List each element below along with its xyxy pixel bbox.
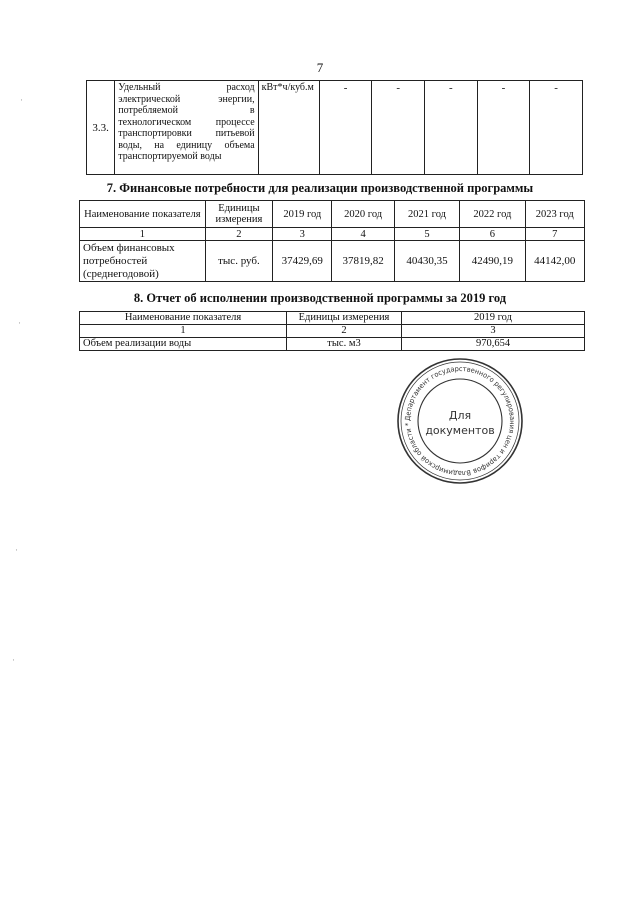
table-row — [80, 338, 585, 351]
column-index: 4 — [332, 228, 394, 241]
official-stamp — [395, 356, 525, 486]
indicator-unit: тыс. руб. — [205, 241, 272, 282]
table-header-row — [80, 201, 585, 228]
indicator-unit: кВт*ч/куб.м — [258, 81, 319, 175]
row-number: 3.3. — [87, 81, 115, 175]
value-2019: - — [319, 81, 372, 175]
value-2023: - — [530, 81, 583, 175]
value-2022: 42490,19 — [460, 241, 525, 282]
scan-speck: · — [12, 655, 15, 665]
column-header: Единицы измерения — [205, 201, 272, 228]
scan-speck: · — [15, 545, 18, 555]
stamp-ring-text: Департамент государственного регулирования цен и тарифов Владимирской области * — [403, 364, 517, 478]
value-2019: 970,654 — [402, 338, 585, 351]
column-index: 7 — [525, 228, 584, 241]
page-number: 7 — [316, 60, 324, 75]
column-header: 2020 год — [332, 201, 394, 228]
value-2023: 44142,00 — [525, 241, 584, 282]
table-row — [87, 81, 583, 175]
column-index: 1 — [80, 228, 206, 241]
indicator-name: Объем финансовых потребностей (среднегодовой) — [80, 241, 206, 282]
column-index: 5 — [394, 228, 459, 241]
column-index-row — [80, 325, 585, 338]
value-2019: 37429,69 — [273, 241, 332, 282]
column-header: 2019 год — [402, 312, 585, 325]
section-8-heading: 8. Отчет об исполнении производственной программы за 2019 год — [133, 291, 507, 305]
column-header: 2021 год — [394, 201, 459, 228]
financial-needs-table — [79, 200, 585, 282]
value-2020: 37819,82 — [332, 241, 394, 282]
value-2021: - — [425, 81, 478, 175]
indicator-name: Объем реализации воды — [80, 338, 287, 351]
column-header: Наименование показателя — [80, 201, 206, 228]
indicator-unit: тыс. м3 — [287, 338, 402, 351]
section-7-heading: 7. Финансовые потребности для реализации производственной программы — [106, 181, 534, 195]
stamp-center-line2: документов — [425, 424, 495, 437]
scan-speck: · — [20, 95, 23, 105]
column-index: 1 — [80, 325, 287, 338]
value-2022: - — [477, 81, 530, 175]
scan-speck: · — [18, 318, 21, 328]
column-index: 3 — [402, 325, 585, 338]
column-header: Наименование показателя — [80, 312, 287, 325]
indicator-3-3-table — [86, 80, 583, 175]
column-header: Единицы измерения — [287, 312, 402, 325]
value-2020: - — [372, 81, 425, 175]
stamp-center-line1: Для — [448, 409, 472, 422]
column-index-row — [80, 228, 585, 241]
indicator-name: Удельный расход электрической энергии, потребляемой в технологическом процессе транспортировки питьевой воды, на единицу объема транспортируемой воды — [115, 81, 258, 175]
column-index: 6 — [460, 228, 525, 241]
program-report-table — [79, 311, 585, 351]
table-row — [80, 241, 585, 282]
value-2021: 40430,35 — [394, 241, 459, 282]
column-index: 3 — [273, 228, 332, 241]
table-header-row — [80, 312, 585, 325]
column-header: 2019 год — [273, 201, 332, 228]
column-header: 2023 год — [525, 201, 584, 228]
column-header: 2022 год — [460, 201, 525, 228]
column-index: 2 — [287, 325, 402, 338]
column-index: 2 — [205, 228, 272, 241]
